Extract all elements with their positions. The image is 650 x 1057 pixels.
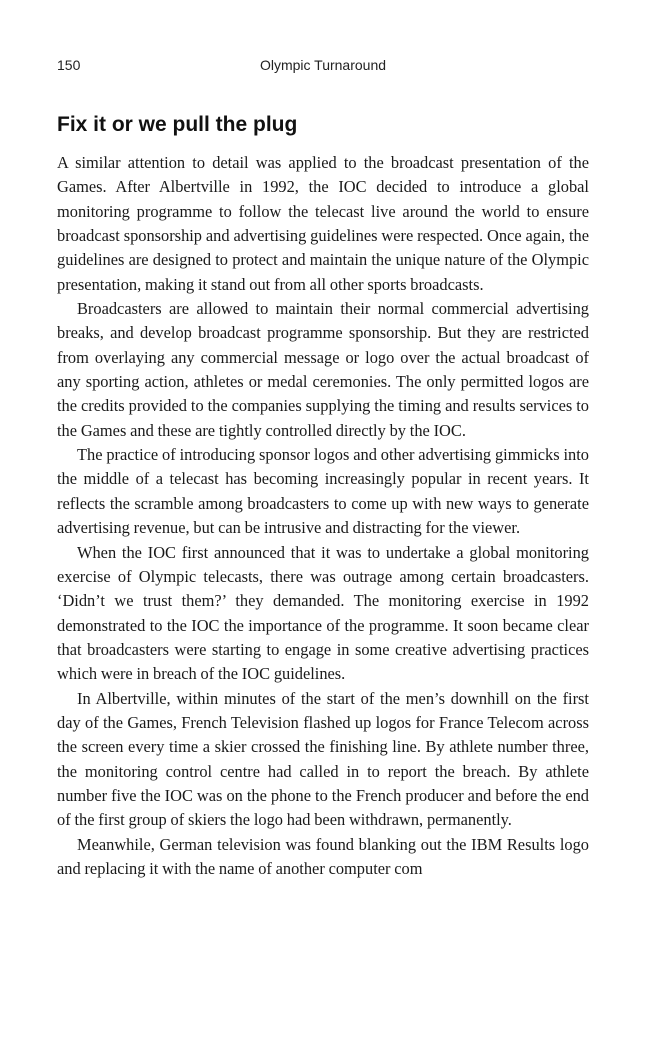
section-heading: Fix it or we pull the plug bbox=[57, 113, 298, 136]
paragraph: Meanwhile, German television was found blanking out the IBM Results logo and replacing it with the name of another computer com bbox=[57, 834, 589, 878]
running-title: Olympic Turnaround bbox=[259, 57, 387, 73]
paragraph: The practice of introducing sponsor logos and other advertising gimmicks into the middle of a telecast has becoming increasingly popular in recent years. It reflects the scramble among broadcasters to come up with new ways to generate advertising revenue, but can be intrusive and distracting for the viewer. bbox=[57, 445, 589, 538]
paragraph: In Albertville, within minutes of the start of the men’s downhill on the first day of the Games, French Television flashed up logos for France Telecom across the screen every time a skier crossed the finishing line. By athlete number three, the monitoring control centre had called in to report the breach. By athlete number five the IOC was on the phone to the French producer and before the end of the first group of skiers the logo had been withdrawn, permanently. bbox=[57, 688, 589, 830]
paragraph: A similar attention to detail was applied to the broadcast presentation of the Games. After Albertville in 1992, the IOC decided to introduce a global monitoring programme to follow the telecast live around the world to ensure broadcast sponsorship and advertising guidelines were respected. Once again, the guidelines are designed to protect and maintain the unique nature of the Olympic presentation, making it stand out from all other sports broadcasts. bbox=[57, 153, 589, 294]
body-text bbox=[57, 151, 589, 881]
paragraph: When the IOC first announced that it was to undertake a global monitoring exercise of Olympic telecasts, there was outrage among certain broadcasters. ‘Didn’t we trust them?’ they demanded. The monitoring exercise in 1992 demonstrated to the IOC the importance of the programme. It soon became clear that broadcasters were starting to engage in some creative advertising practices which were in breach of the IOC guidelines. bbox=[57, 542, 589, 684]
running-head bbox=[57, 57, 589, 77]
page-number: 150 bbox=[57, 57, 81, 73]
paragraph: Broadcasters are allowed to maintain their normal commercial advertising breaks, and develop broadcast programme sponsorship. But they are restricted from overlaying any commercial message or logo over the actual broadcast of any sporting action, athletes or medal ceremonies. The only permitted logos are the credits provided to the companies supplying the timing and results services to the Games and these are tightly controlled directly by the IOC. bbox=[57, 299, 589, 440]
